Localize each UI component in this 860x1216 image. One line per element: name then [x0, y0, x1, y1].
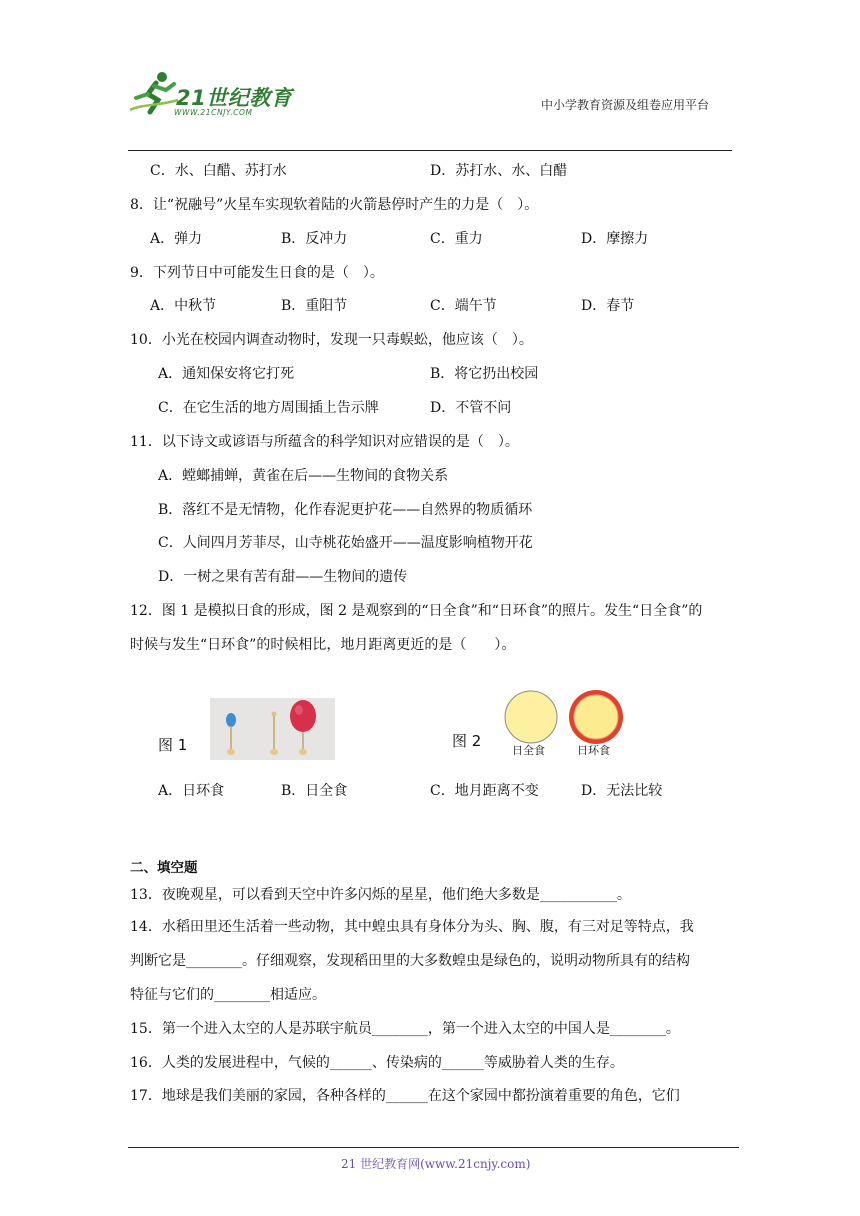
figure-2-label: 图 2	[452, 732, 482, 750]
q16-text: 16．人类的发展进程中，气候的______、传染病的______等威胁着人类的生存。	[130, 1055, 624, 1071]
q10-option-c: C．在它生活的地方周围插上告示牌	[158, 400, 379, 416]
logo-title: 21世纪教育	[176, 86, 293, 110]
q8-option-d: D．摩擦力	[581, 231, 649, 247]
q14-line2: 判断它是________。仔细观察，发现稻田里的大多数蝗虫是绿色的，说明动物所具有的结构	[130, 953, 690, 969]
logo-url: WWW.21CNJY.COM	[174, 108, 253, 117]
total-eclipse-label: 日全食	[512, 744, 545, 757]
header-platform-text: 中小学教育资源及组卷应用平台	[541, 98, 710, 112]
q15-text: 15．第一个进入太空的人是苏联宇航员________，第一个进入太空的中国人是________。	[130, 1021, 680, 1037]
footer-divider	[128, 1147, 739, 1148]
header-divider	[128, 150, 732, 151]
q7-option-c: C．水、白醋、苏打水	[150, 163, 287, 179]
q10-stem: 10．小光在校园内调查动物时，发现一只毒蜈蚣，他应该（ ）。	[130, 332, 533, 348]
q13-text: 13．夜晚观星，可以看到天空中许多闪烁的星星，他们绝大多数是___________。	[130, 887, 631, 903]
q7-option-d: D．苏打水、水、白醋	[430, 163, 568, 179]
q9-option-a: A．中秋节	[150, 298, 217, 314]
q11-stem: 11．以下诗文或谚语与所蕴含的科学知识对应错误的是（ ）。	[130, 434, 519, 450]
q12-option-c: C．地月距离不变	[430, 783, 539, 799]
q10-option-b: B．将它扔出校园	[430, 366, 539, 382]
q11-option-a: A．螳螂捕蝉，黄雀在后——生物间的食物关系	[158, 468, 449, 484]
section-2-title: 二、填空题	[130, 860, 198, 876]
q12-stem-line2: 时候与发生“日环食”的时候相比，地月距离更近的是（ ）。	[130, 637, 516, 653]
q9-option-c: C．端午节	[430, 298, 497, 314]
annular-eclipse-image	[567, 689, 625, 745]
q14-line3: 特征与它们的________相适应。	[130, 987, 326, 1003]
q8-option-a: A．弹力	[150, 231, 203, 247]
footer-site-text: 21 世纪教育网(www.21cnjy.com)	[341, 1157, 531, 1171]
q8-option-c: C．重力	[430, 231, 483, 247]
q10-option-d: D．不管不问	[430, 400, 512, 416]
q17-text: 17．地球是我们美丽的家园，各种各样的______在这个家园中都扮演着重要的角色，它们	[130, 1088, 680, 1104]
q9-option-d: D．春节	[581, 298, 635, 314]
total-eclipse-image	[503, 689, 559, 745]
q9-option-b: B．重阳节	[281, 298, 348, 314]
q12-option-d: D．无法比较	[581, 783, 663, 799]
q9-stem: 9．下列节日中可能发生日食的是（ ）。	[130, 265, 384, 281]
q8-stem: 8．让“祝融号”火星车实现软着陆的火箭悬停时产生的力是（ ）。	[130, 197, 539, 213]
annular-eclipse-label: 日环食	[577, 744, 610, 757]
q11-option-c: C．人间四月芳菲尽，山寺桃花始盛开——温度影响植物开花	[158, 535, 533, 551]
q14-line1: 14．水稻田里还生活着一些动物，其中蝗虫具有身体分为头、胸、腹，有三对足等特点，我	[130, 919, 694, 935]
q11-option-b: B．落红不是无情物，化作春泥更护花——自然界的物质循环	[158, 502, 533, 518]
q10-option-a: A．通知保安将它打死	[158, 366, 295, 382]
q8-option-b: B．反冲力	[281, 231, 348, 247]
q11-option-d: D．一树之果有苦有甜——生物间的遗传	[158, 569, 408, 585]
q12-stem-line1: 12．图 1 是模拟日食的形成，图 2 是观察到的“日全食”和“日环食”的照片。发生“日全食”的	[130, 603, 703, 619]
q12-option-a: A．日环食	[158, 783, 225, 799]
runner-logo-icon	[128, 70, 180, 116]
eclipse-model-photo	[210, 698, 335, 760]
q12-option-b: B．日全食	[281, 783, 348, 799]
figure-1-label: 图 1	[158, 736, 188, 754]
